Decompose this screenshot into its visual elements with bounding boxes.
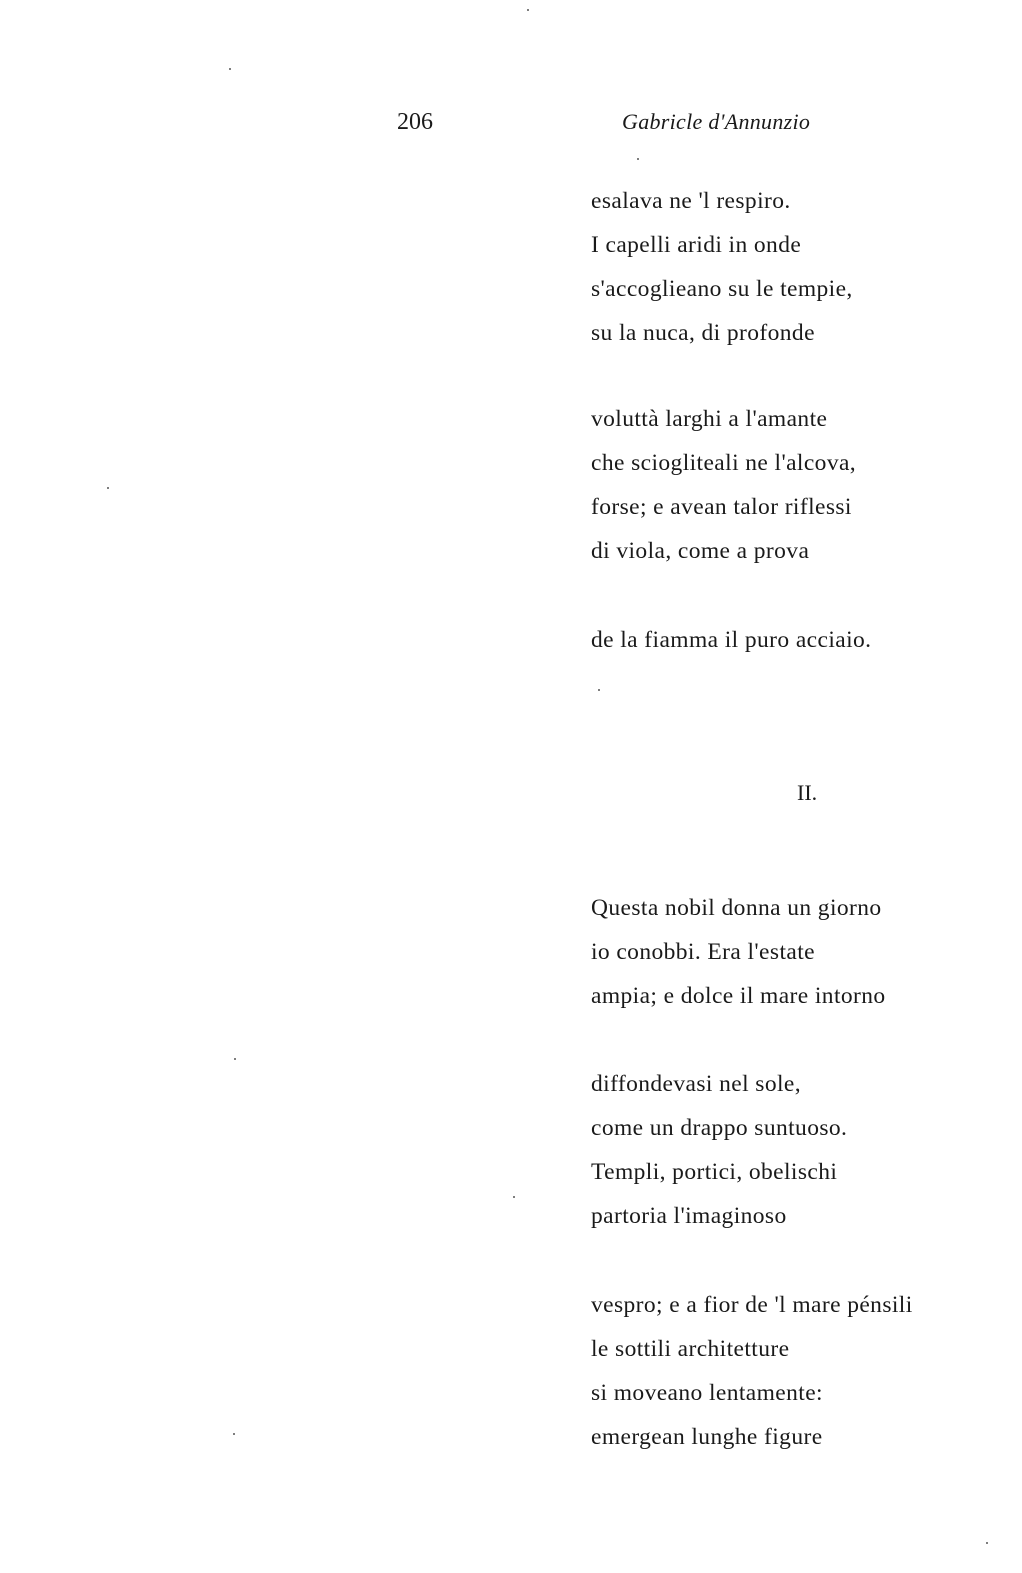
stanza <box>591 886 886 1018</box>
verse-line: come un drappo suntuoso. <box>591 1115 848 1141</box>
verse-line: diffondevasi nel sole, <box>591 1071 802 1097</box>
verse-line: Questa nobil donna un giorno <box>591 895 882 921</box>
verse-line: voluttà larghi a l'amante <box>591 406 828 432</box>
scan-speck <box>513 1196 515 1198</box>
verse-line: di viola, come a prova <box>591 538 810 564</box>
scan-speck <box>229 68 231 70</box>
verse-line: che sciogliteali ne l'alcova, <box>591 450 857 476</box>
scan-speck <box>233 1433 235 1435</box>
verse-line: ampia; e dolce il mare intorno <box>591 983 886 1009</box>
stanza <box>591 179 853 355</box>
verse-line: de la fiamma il puro acciaio. <box>591 627 872 653</box>
page-number: 206 <box>397 109 433 135</box>
stanza <box>591 618 871 662</box>
stanza <box>591 397 856 573</box>
verse-line: I capelli aridi in onde <box>591 232 802 258</box>
scan-speck <box>986 1542 988 1544</box>
verse-line: s'accoglieano su le tempie, <box>591 276 853 302</box>
verse-line: Templi, portici, obelischi <box>591 1159 838 1185</box>
stanza <box>591 1062 847 1238</box>
stanza <box>591 1283 913 1459</box>
scan-speck <box>527 9 529 11</box>
verse-line: io conobbi. Era l'estate <box>591 939 815 965</box>
scan-speck <box>234 1058 236 1060</box>
verse-line: forse; e avean talor riflessi <box>591 494 852 520</box>
verse-line: su la nuca, di profonde <box>591 320 815 346</box>
verse-line: emergean lunghe figure <box>591 1424 823 1450</box>
verse-line: le sottili architetture <box>591 1336 790 1362</box>
scan-speck <box>107 487 109 489</box>
running-title: Gabricle d'Annunzio <box>622 109 811 134</box>
verse-line: esalava ne 'l respiro. <box>591 188 791 214</box>
verse-line: partoria l'imaginoso <box>591 1203 787 1229</box>
section-number: II. <box>797 780 818 805</box>
verse-line: vespro; e a fior de 'l mare pénsili <box>591 1292 913 1318</box>
scan-speck <box>598 689 600 691</box>
scan-speck <box>637 158 639 160</box>
verse-line: si moveano lentamente: <box>591 1380 823 1406</box>
